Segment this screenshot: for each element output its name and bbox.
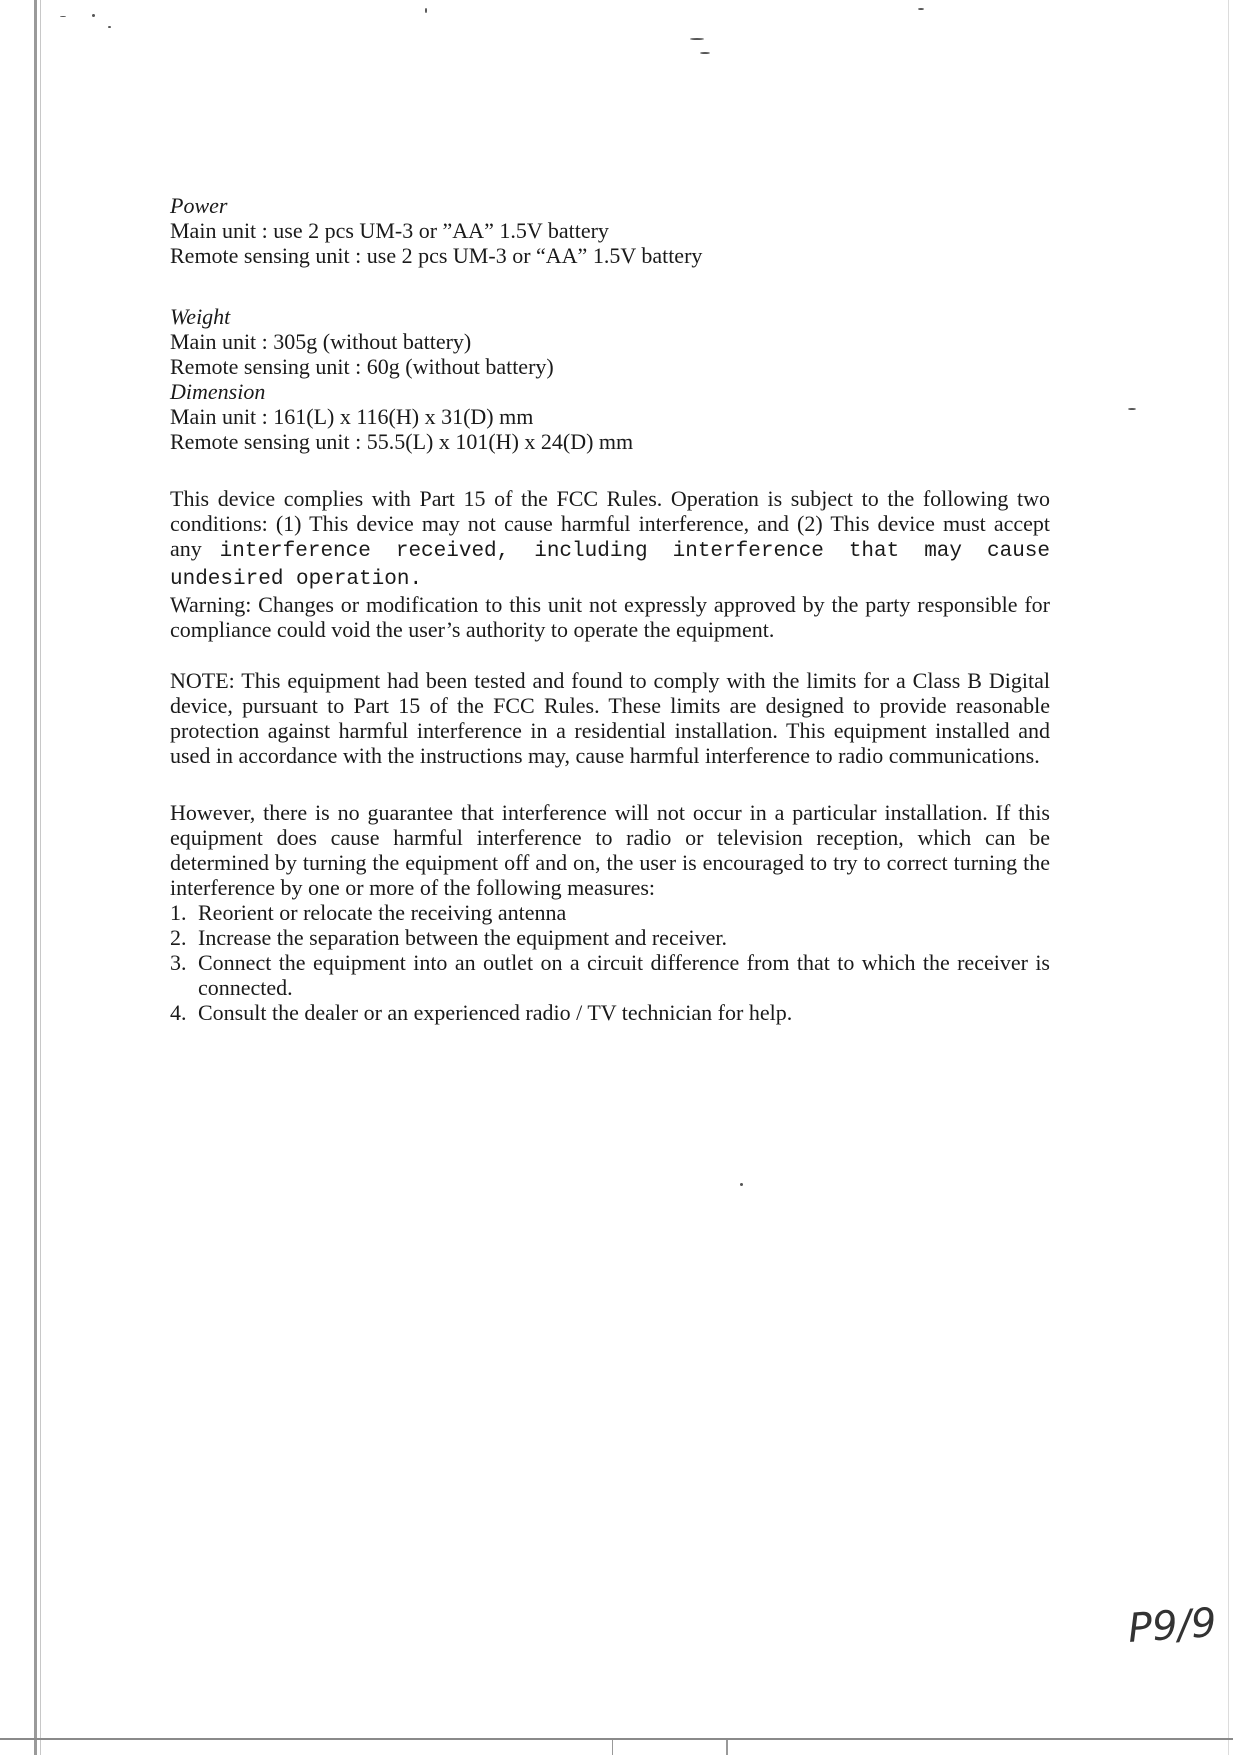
list-number: 2.: [170, 925, 187, 950]
spec-line: Main unit : 305g (without battery): [170, 329, 472, 354]
list-item: [170, 1000, 1050, 1025]
handwritten-page-number: P9/9: [1126, 1599, 1218, 1653]
spec-line: Main unit : 161(L) x 116(H) x 31(D) mm: [170, 404, 534, 429]
scan-border-left-inner: [40, 0, 41, 1755]
scan-tick: [726, 1740, 728, 1755]
spec-line: Remote sensing unit : 55.5(L) x 101(H) x 24(D) mm: [170, 429, 634, 454]
fcc-warning-paragraph: Warning: Changes or modification to this unit not expressly approved by the party responsible for compliance could void the user’s authority to operate the equipment.: [170, 592, 1050, 642]
list-text: Reorient or relocate the receiving antenna: [198, 900, 567, 925]
list-number: 4.: [170, 1000, 187, 1025]
list-text: Consult the dealer or an experienced radio / TV technician for help.: [198, 1000, 793, 1025]
scan-speck: [92, 14, 95, 17]
scan-speck: [700, 52, 710, 54]
scan-speck: [108, 26, 111, 28]
scan-speck: [60, 16, 66, 17]
spec-weight: [170, 304, 1050, 379]
measures-list: [170, 900, 1050, 1025]
fcc-compliance-paragraph: [170, 486, 1050, 592]
spec-heading: Weight: [170, 304, 231, 329]
list-text: Connect the equipment into an outlet on a circuit difference from that to which the receiver is connected.: [198, 950, 1050, 1000]
scan-border-left: [34, 0, 37, 1755]
spec-heading: Power: [170, 193, 228, 218]
spec-dimension: [170, 379, 1050, 454]
spec-line: Remote sensing unit : 60g (without battery): [170, 354, 554, 379]
scan-tick: [612, 1740, 613, 1755]
list-item: [170, 950, 1050, 1000]
scan-border-right: [1228, 0, 1229, 1755]
scan-speck: [918, 8, 924, 10]
scan-speck: [425, 8, 427, 13]
scan-speck: [690, 38, 704, 40]
fcc-compliance-text-typed: interference received, including interference that may cause undesired operation.: [170, 540, 1051, 591]
list-item: [170, 900, 1050, 925]
fcc-compliance-text: This device complies with Part 15 of the FCC Rules. Operation is subject to the following two conditions: (1) This device may not cause harmful interference, and (2) This device must accept any: [170, 486, 1050, 561]
scan-border-bottom: [0, 1738, 1233, 1740]
spec-power: [170, 193, 1050, 268]
list-number: 1.: [170, 900, 187, 925]
list-number: 3.: [170, 950, 187, 975]
spec-heading: Dimension: [170, 379, 266, 404]
fcc-note-paragraph: NOTE: This equipment had been tested and found to comply with the limits for a Class B Digital device, pursuant to Part 15 of the FCC Rules. These limits are designed to provide reasonable protection against harmful interference in a residential installation. This equipment installed and used in accordance with the instructions may, cause harmful interference to radio communications.: [170, 668, 1050, 768]
fcc-however-paragraph: However, there is no guarantee that interference will not occur in a particular installation. If this equipment does cause harmful interference to radio or television reception, which can be determined by turning the equipment off and on, the user is encouraged to try to correct turning the interference by one or more of the following measures:: [170, 800, 1050, 900]
document-body: [170, 193, 1050, 1025]
scan-speck: [1128, 408, 1136, 410]
scan-speck: [740, 1183, 743, 1186]
spec-line: Remote sensing unit : use 2 pcs UM-3 or “AA” 1.5V battery: [170, 243, 703, 268]
list-item: [170, 925, 1050, 950]
list-text: Increase the separation between the equipment and receiver.: [198, 925, 727, 950]
spec-line: Main unit : use 2 pcs UM-3 or ”AA” 1.5V battery: [170, 218, 609, 243]
